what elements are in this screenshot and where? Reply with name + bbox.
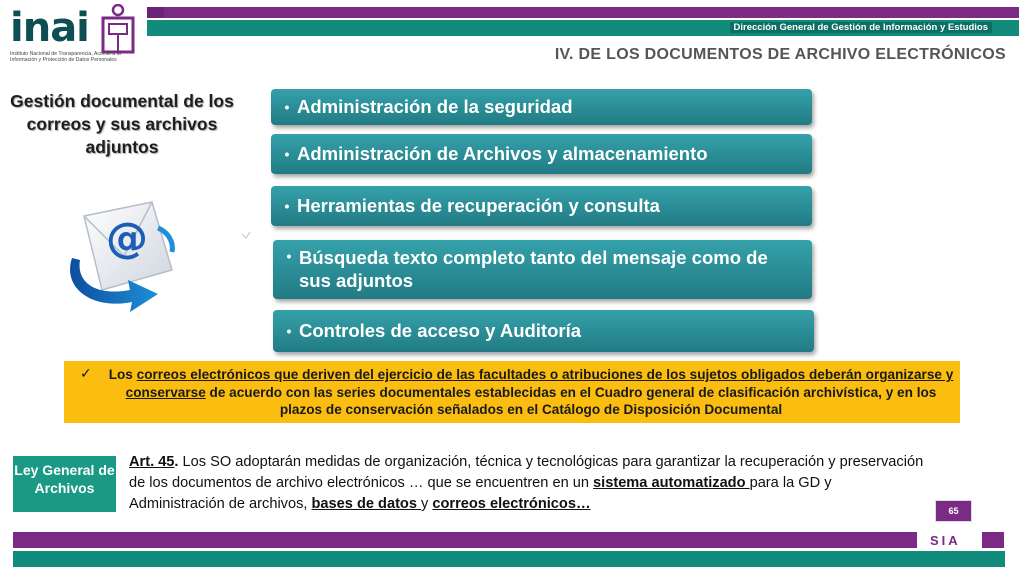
header-bar-square — [147, 7, 164, 18]
header-bar-purple — [147, 7, 1019, 18]
bullet: • — [284, 198, 290, 214]
footer-bar-teal — [13, 551, 1005, 567]
bullet: • — [286, 248, 292, 264]
footer-bar-square — [982, 532, 1004, 548]
article-correos: correos electrónicos… — [432, 496, 591, 513]
left-heading: Gestión documental de los correos y sus archivos adjuntos — [10, 91, 234, 157]
list-item-label: Controles de acceso y Auditoría — [299, 320, 582, 342]
note-underlined: correos electrónicos que deriven del ejercicio de las facultades o atribuciones de los sujetos obligados deberán organizarse y conservarse — [125, 367, 954, 400]
logo-mark-icon — [98, 4, 138, 56]
article-text — [129, 452, 929, 515]
list-item-label: Búsqueda texto completo tanto del mensaje como de sus adjuntos — [299, 247, 768, 292]
note-rest: de acuerdo con las series documentales establecidas en el Cuadro general de clasificación archivística, y en los plazos de conservación señalados en el Catálogo de Disposición Documental — [205, 384, 937, 418]
footer-bar-purple — [13, 532, 917, 548]
logo-subtitle: Instituto Nacional de Transparencia, Acceso a la Información y Protección de Datos Personales — [10, 51, 121, 63]
article-ref: Art. 45 — [129, 454, 175, 470]
list-item-almacenamiento — [271, 134, 812, 174]
ley-general-badge: Ley General de Archivos — [13, 456, 116, 512]
list-item-label: Administración de la seguridad — [297, 96, 573, 118]
list-item-auditoria — [273, 310, 814, 352]
article-bases: bases de datos — [311, 496, 422, 513]
note-lead: Los — [108, 367, 137, 382]
checkmark-icon: ✓ — [80, 365, 92, 381]
article-text-3: y — [421, 496, 433, 513]
article-text-1: Los SO adoptarán medidas de organización, técnica y tecnológicas para garantizar la recuperación y preservación de los documentos de archivo electrónicos … que se encuentren en un — [129, 454, 924, 492]
footer-brand: SIA — [930, 533, 961, 548]
list-item-label: Administración de Archivos y almacenamiento — [297, 143, 708, 165]
section-title: IV. DE LOS DOCUMENTOS DE ARCHIVO ELECTRÓNICOS — [554, 46, 1006, 63]
bullet: • — [286, 323, 292, 339]
article-ref-dot: . — [174, 454, 179, 470]
list-item-busqueda — [273, 240, 812, 299]
bullet: • — [284, 146, 290, 162]
bullet: • — [284, 99, 290, 115]
list-item-seguridad — [271, 89, 812, 125]
article-text-2: para la GD y Administración de archivos, — [129, 475, 832, 513]
email-at-icon — [62, 198, 180, 318]
list-item-label: Herramientas de recuperación y consulta — [297, 195, 660, 217]
note-box — [64, 361, 960, 423]
department-label: Dirección General de Gestión de Información y Estudios — [730, 22, 992, 33]
svg-text:@: @ — [106, 213, 148, 262]
connector-mark — [240, 228, 252, 242]
list-item-recuperacion — [271, 186, 812, 226]
page-number: 65 — [935, 500, 972, 522]
inai-logo — [8, 4, 144, 68]
logo-word: inai — [10, 5, 89, 51]
note-text — [108, 366, 954, 419]
article-sistema: sistema automatizado — [593, 475, 750, 492]
